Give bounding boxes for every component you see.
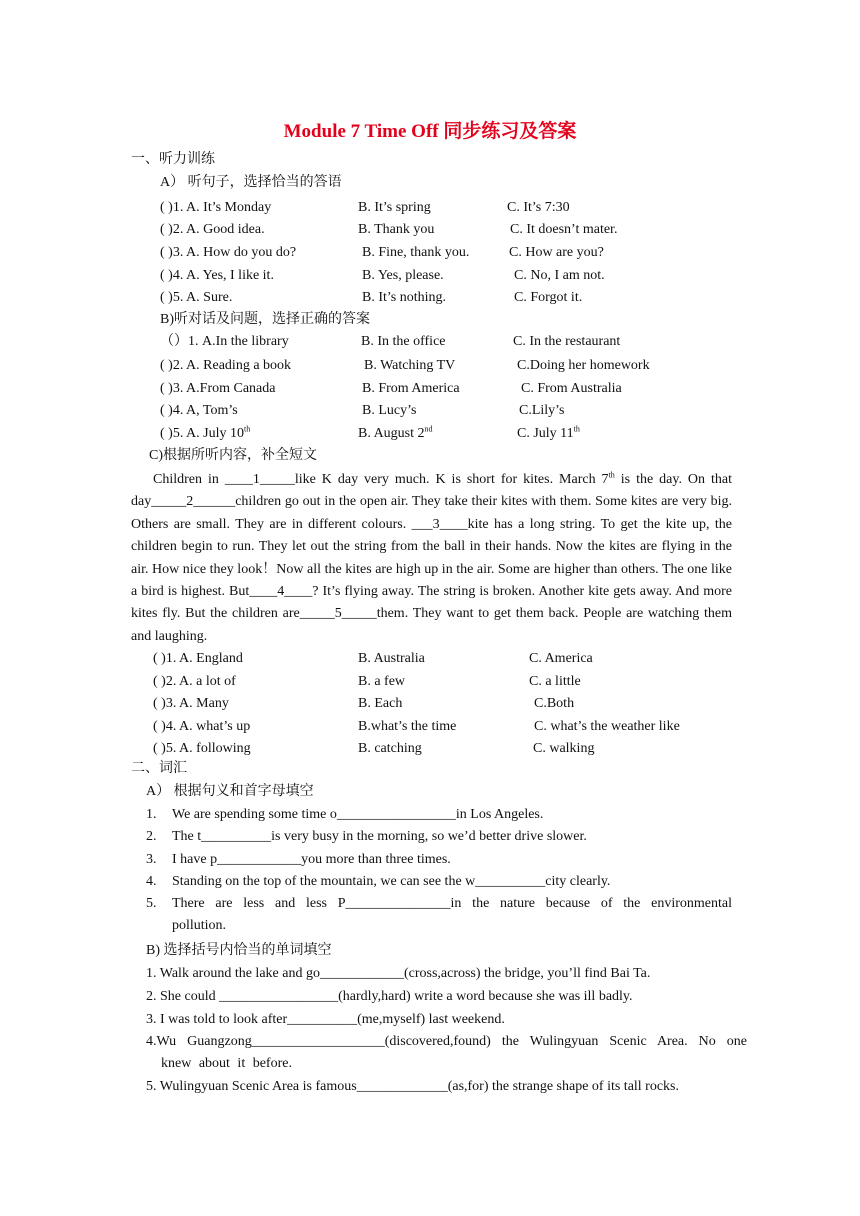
question-option-c: C.Both — [534, 696, 575, 711]
item-number: 5. — [146, 896, 157, 911]
fill-in-item: I have p____________you more than three times. — [172, 852, 451, 867]
question-option-b: B. From America — [362, 381, 460, 396]
subsection-heading-a: A） 听句子，选择恰当的答语 — [160, 175, 342, 190]
section-heading-listening: 一、听力训练 — [131, 152, 215, 167]
item-number: 3. — [146, 852, 157, 867]
question-option-c: C. July 11th — [517, 424, 580, 441]
question-option-a: ( )4. A, Tom’s — [160, 403, 238, 418]
question-option-b: B. In the office — [361, 334, 446, 349]
question-option-c: C. No, I am not. — [514, 268, 605, 283]
question-option-b: B. Each — [358, 696, 403, 711]
question-option-a: ( )2. A. a lot of — [153, 674, 236, 689]
fill-in-item: 2. She could _________________(hardly,hard) write a word because she was ill badly. — [146, 989, 633, 1004]
subsection-heading-b: B)听对话及问题，选择正确的答案 — [160, 312, 370, 327]
question-option-c: C. It doesn’t mater. — [510, 222, 618, 237]
question-option-a: ( )1. A. England — [153, 651, 243, 666]
question-option-a: ( )3. A. How do you do? — [160, 245, 297, 260]
fill-in-item: We are spending some time o_________________in Los Angeles. — [172, 807, 544, 822]
fill-in-item: The t__________is very busy in the morning, so we’d better drive slower. — [172, 829, 587, 844]
question-option-b: B. Lucy’s — [362, 403, 417, 418]
question-option-c: C. what’s the weather like — [534, 719, 680, 734]
question-option-b: B. August 2nd — [358, 424, 433, 441]
section-heading-vocabulary: 二、词汇 — [131, 761, 187, 776]
cloze-passage: Children in ____1_____like K day very much. K is short for kites. March 7th is the day. On that day_____2______children go out in the open air. They take their kites with them. Some kites are very big. Others are small. They are in different colours. ___3____kite has a long string. To get the kite up, the children begin to run. They let out the string from the ball in their hands. Now the kites are flying in the air. How nice they look！Now all the kites are high up in the air. Some are higher than others. The one like a bird is highest. But____4____? It’s flying away. The string is broken. Another kite gets away. And more kites fly. But the children are_____5_____them. They want to get them back. People are watching them and laughing. — [131, 470, 732, 644]
question-option-c: C. walking — [533, 741, 595, 756]
question-option-b: B. Australia — [358, 651, 425, 666]
fill-in-item: 1. Walk around the lake and go____________(cross,across) the bridge, you’ll find Bai Ta. — [146, 966, 651, 981]
question-option-c: C. It’s 7:30 — [507, 200, 570, 215]
fill-in-item: There are less and less P_______________in the nature because of the environmental pollution. — [172, 896, 732, 934]
subsection-heading-a: A） 根据句义和首字母填空 — [146, 784, 314, 799]
question-option-a: ( )2. A. Reading a book — [160, 358, 292, 373]
question-option-b: B. Fine, thank you. — [362, 245, 470, 260]
question-option-b: B. a few — [358, 674, 406, 689]
question-option-b: B. It’s spring — [358, 200, 431, 215]
item-number: 4. — [146, 874, 157, 889]
question-option-b: B.what’s the time — [358, 719, 457, 734]
question-option-a: ( )3. A.From Canada — [160, 381, 276, 396]
subsection-heading-b: B) 选择括号内恰当的单词填空 — [146, 943, 332, 958]
question-option-c: C. How are you? — [509, 245, 604, 260]
question-option-a: ( )5. A. Sure. — [160, 290, 233, 305]
question-option-b: B. Yes, please. — [362, 268, 444, 283]
question-option-c: C.Lily’s — [519, 403, 565, 418]
question-option-b: B. Watching TV — [364, 358, 456, 373]
question-option-a: ( )4. A. what’s up — [153, 719, 251, 734]
question-option-a: ( )4. A. Yes, I like it. — [160, 268, 274, 283]
question-option-c: C. America — [529, 651, 593, 666]
question-option-b: B. It’s nothing. — [362, 290, 447, 305]
fill-in-item: 5. Wulingyuan Scenic Area is famous_____________(as,for) the strange shape of its tall rocks. — [146, 1079, 680, 1094]
subsection-heading-c: C)根据所听内容，补全短文 — [149, 448, 317, 463]
question-option-c: C. Forgot it. — [514, 290, 583, 305]
fill-in-item: 4.Wu Guangzong___________________(discovered,found) the Wulingyuan Scenic Area. No one knew about it before. — [146, 1034, 747, 1072]
question-option-a: ( )2. A. Good idea. — [160, 222, 265, 237]
question-option-a: ( )1. A. It’s Monday — [160, 200, 272, 215]
page-title: Module 7 Time Off 同步练习及答案 — [283, 121, 577, 142]
question-option-c: C.Doing her homework — [517, 358, 650, 373]
question-option-a: （）1. A.In the library — [160, 334, 289, 349]
question-option-c: C. a little — [529, 674, 581, 689]
fill-in-item: 3. I was told to look after__________(me,myself) last weekend. — [146, 1012, 505, 1027]
fill-in-item: Standing on the top of the mountain, we can see the w__________city clearly. — [172, 874, 611, 889]
question-option-a: ( )5. A. July 10th — [160, 424, 251, 441]
question-option-b: B. Thank you — [358, 222, 435, 237]
item-number: 2. — [146, 829, 157, 844]
item-number: 1. — [146, 807, 157, 822]
question-option-a: ( )3. A. Many — [153, 696, 229, 711]
question-option-a: ( )5. A. following — [153, 741, 251, 756]
question-option-b: B. catching — [358, 741, 422, 756]
question-option-c: C. In the restaurant — [513, 334, 621, 349]
question-option-c: C. From Australia — [521, 381, 622, 396]
